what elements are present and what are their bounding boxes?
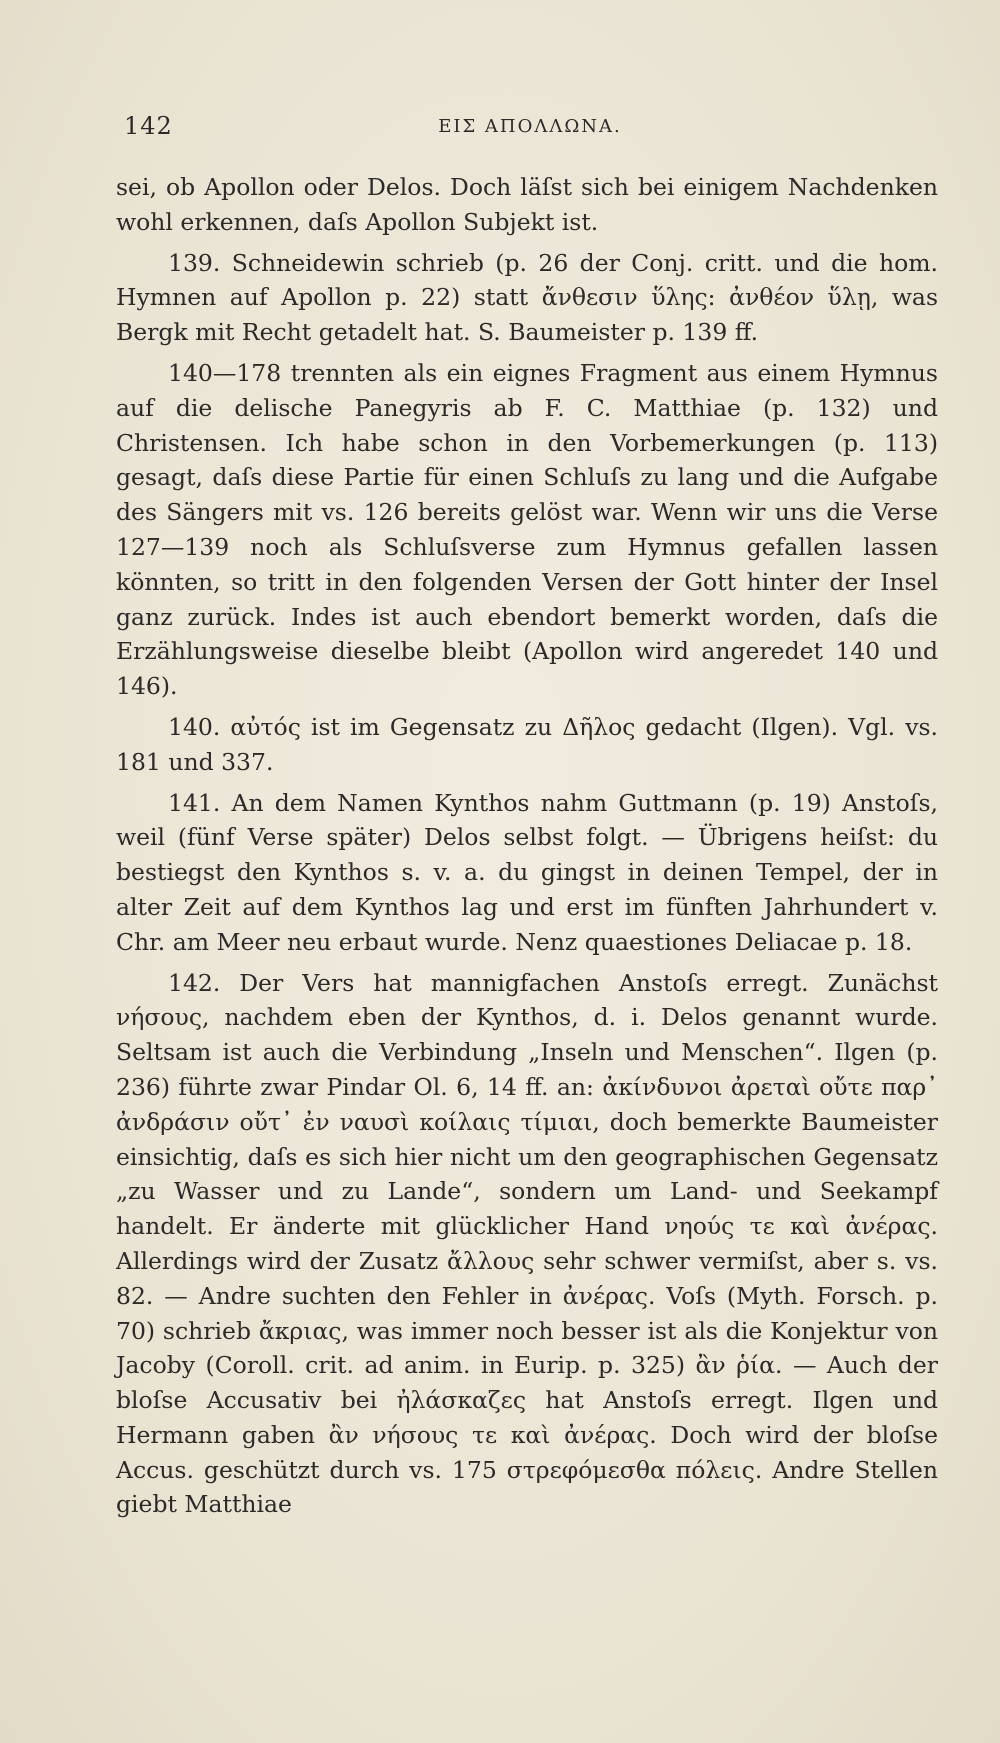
note-142: 142. Der Vers hat mannigfachen Anstoſs erregt. Zunächst νήσους, nachdem eben der Kynthos, d. i. Delos genannt wurde. Seltsam ist auch die Verbindung „Inseln und Menschen“. Ilgen (p. 236) führte zwar Pindar Ol. 6, 14 ff. an: ἀκίνδυνοι ἀρεταὶ οὔτε παρ᾽ ἀνδράσιν οὔτ᾽ ἐν ναυσὶ κοίλαις τίμιαι, doch bemerkte Baumeister einsichtig, daſs es sich hier nicht um den geographischen Gegensatz „zu Wasser und zu Lande“, sondern um Land- und Seekampf handelt. Er änderte mit glücklicher Hand νηούς τε καὶ ἀνέρας. Allerdings wird der Zusatz ἄλλους sehr schwer vermiſst, aber s. vs. 82. — Andre suchten den Fehler in ἀνέρας. Voſs (Myth. Forsch. p. 70) schrieb ἄκριας, was immer noch besser ist als die Konjektur von Jacoby (Coroll. crit. ad anim. in Eurip. p. 325) ἂν ῥία. — Auch der bloſse Accusativ bei ἠλάσκαζες hat Anstoſs erregt. Ilgen und Hermann gaben ἂν νήσους τε καὶ ἀνέρας. Doch wird der bloſse Accus. geschützt durch vs. 175 στρεφόμεσθα πόλεις. Andre Stellen giebt Matthiae [116, 968, 938, 1519]
note-140-178: 140—178 trennten als ein eignes Fragment aus einem Hymnus auf die delische Panegyris ab F. C. Matthiae (p. 132) und Christensen. Ich habe schon in den Vorbemerkungen (p. 113) gesagt, daſs diese Partie für einen Schluſs zu lang und die Aufgabe des Sängers mit vs. 126 bereits gelöst war. Wenn wir uns die Verse 127—139 noch als Schluſsverse zum Hymnus gefallen lassen könnten, so tritt in den folgenden Versen der Gott hinter der Insel ganz zurück. Indes ist auch ebendort bemerkt worden, daſs die Erzählungsweise dieselbe bleibt (Apollon wird angeredet 140 und 146). [116, 358, 938, 701]
note-139: 139. Schneidewin schrieb (p. 26 der Conj. critt. und die hom. Hymnen auf Apollon p. 22) statt ἄνθεσιν ὕλης: ἀνθέον ὕλῃ, was Bergk mit Recht getadelt hat. S. Baumeister p. 139 ff. [116, 248, 938, 347]
page-number: 142 [124, 112, 173, 140]
paragraph-continuation: sei, ob Apollon oder Delos. Doch läſst sich bei einigem Nachdenken wohl erkennen, daſs Apollon Subjekt ist. [116, 173, 938, 236]
body-text [116, 170, 938, 1528]
page-header [124, 112, 936, 144]
running-title: ΕΙΣ ΑΠΟΛΛΩΝΑ. [438, 116, 622, 137]
note-140: 140. αὐτός ist im Gegensatz zu Δῆλος gedacht (Ilgen). Vgl. vs. 181 und 337. [116, 712, 938, 776]
note-141: 141. An dem Namen Kynthos nahm Guttmann (p. 19) Anstoſs, weil (fünf Verse später) Delos selbst folgt. — Übrigens heiſst: du bestiegst den Kynthos s. v. a. du gingst in deinen Tempel, der in alter Zeit auf dem Kynthos lag und erst im fünften Jahrhundert v. Chr. am Meer neu erbaut wurde. Nenz quaestiones Deliacae p. 18. [116, 788, 938, 956]
